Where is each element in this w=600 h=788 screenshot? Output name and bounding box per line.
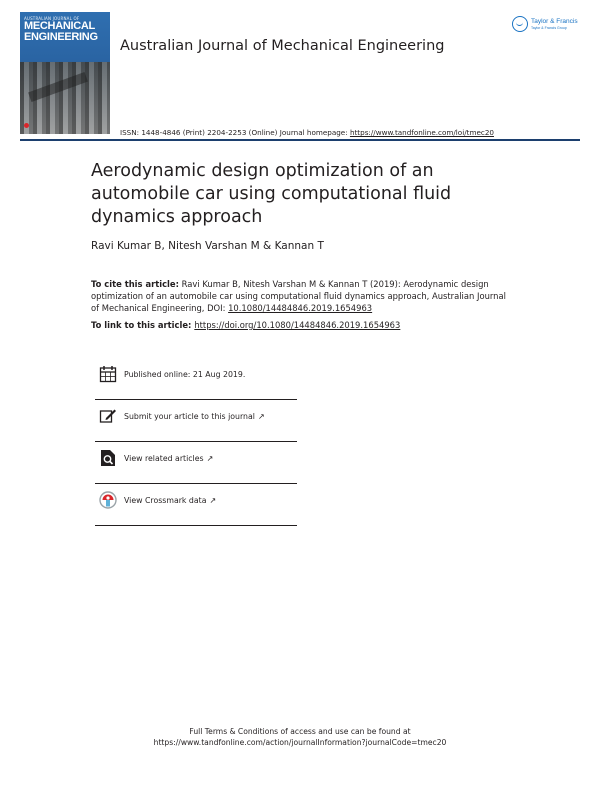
submit-article-row[interactable]: [95, 400, 297, 442]
crossmark-icon: [99, 491, 117, 509]
publisher-logo[interactable]: [512, 16, 584, 36]
publisher-logo-icon: [512, 16, 528, 32]
link-label: To link to this article:: [91, 320, 195, 330]
crossmark-text: View Crossmark data: [124, 496, 207, 505]
article-authors: Ravi Kumar B, Nitesh Varshan M & Kannan T: [91, 240, 324, 252]
cover-top-text: AUSTRALIAN JOURNAL OF: [24, 16, 80, 21]
cover-title: [24, 21, 107, 43]
cover-logo-dot: [24, 123, 29, 128]
crossmark-link[interactable]: [124, 496, 216, 505]
related-articles-row[interactable]: [95, 442, 297, 484]
published-online-text: Published online: 21 Aug 2019.: [124, 370, 246, 379]
submit-article-link[interactable]: [124, 412, 265, 421]
external-link-icon: ↗: [209, 496, 217, 505]
cite-label: To cite this article:: [91, 279, 179, 289]
doi-link[interactable]: 10.1080/14484846.2019.1654963: [228, 303, 373, 313]
cover-title-line2: ENGINEERING: [24, 31, 98, 43]
issn-text: ISSN: 1448-4846 (Print) 2204-2253 (Online) Journal homepage:: [120, 128, 350, 137]
article-actions: [95, 358, 297, 526]
related-articles-link[interactable]: [124, 454, 213, 463]
edit-icon: [99, 407, 117, 425]
cite-text: Ravi Kumar B, Nitesh Varshan M & Kannan T (2019): Aerodynamic design optimization of an automobile car using computational fluid dynamics approach, Australian Journal of Mechanical Engineering, DOI:: [91, 279, 506, 313]
article-doi-url[interactable]: https://doi.org/10.1080/14484846.2019.1654963: [194, 320, 401, 330]
external-link-icon: ↗: [206, 454, 214, 463]
terms-footer: [0, 726, 600, 748]
terms-footer-line1: Full Terms & Conditions of access and use can be found at: [189, 727, 411, 736]
crossmark-row[interactable]: [95, 484, 297, 526]
terms-footer-url[interactable]: https://www.tandfonline.com/action/journalInformation?journalCode=tmec20: [153, 738, 447, 747]
article-title: Aerodynamic design optimization of an automobile car using computational fluid dynamics approach: [91, 161, 452, 227]
cover-title-line1: MECHANICAL: [24, 20, 95, 32]
external-link-icon: ↗: [257, 412, 265, 421]
issn-line: [120, 128, 494, 137]
calendar-icon: [99, 365, 117, 383]
journal-cover-image: [20, 12, 110, 134]
published-online-row: [95, 358, 297, 400]
journal-homepage-link[interactable]: https://www.tandfonline.com/loi/tmec20: [349, 128, 494, 137]
header-divider: [20, 139, 580, 141]
related-articles-text: View related articles: [124, 454, 204, 463]
citation-block: [91, 278, 511, 314]
publisher-name: Taylor & Francis: [531, 18, 578, 25]
journal-title: Australian Journal of Mechanical Engineering: [120, 38, 445, 54]
submit-article-text: Submit your article to this journal: [124, 412, 255, 421]
article-link-line: [91, 320, 400, 330]
publisher-subname: Taylor & Francis Group: [531, 26, 567, 30]
related-articles-icon: [99, 449, 117, 467]
